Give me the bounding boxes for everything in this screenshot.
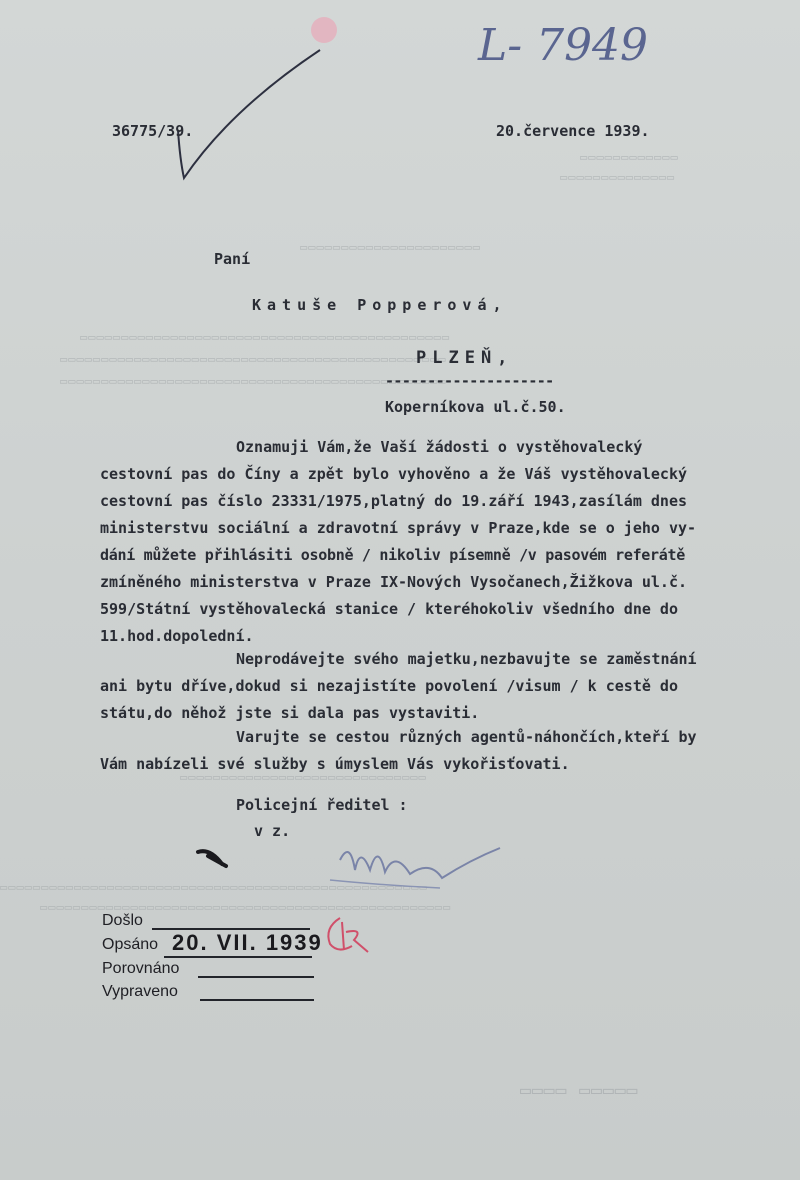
body-line: zmíněného ministerstva v Praze IX-Nových Vysočanech,Žižkova ul.č. (100, 573, 687, 591)
recipient-name: Katuše Popperová, (252, 296, 508, 314)
recipient-street: Koperníkova ul.č.50. (385, 398, 566, 416)
stamp-opsano-label: Opsáno (102, 936, 159, 953)
stamp-opsano-date: 20. VII. 1939 (172, 930, 323, 955)
check-mark-icon (170, 10, 350, 190)
letter-date: 20.července 1939. (496, 122, 650, 140)
show-through-texture: ▭▭▭▭ ▭▭▭▭▭ (520, 1080, 639, 1101)
signature-scribble-icon (180, 830, 520, 910)
show-through-texture: ▭▭▭▭▭▭▭▭▭▭▭▭▭▭ (560, 170, 676, 184)
stamp-vypraveno-label: Vypraveno (102, 983, 178, 1000)
show-through-texture: ▭▭▭▭▭▭▭▭▭▭▭▭▭▭▭▭▭▭▭▭▭▭▭▭▭▭▭▭▭▭▭▭▭▭▭▭▭▭▭▭▭▭▭▭▭ (80, 330, 451, 344)
body-line: Vám nabízeli své služby s úmyslem Vás vykořisťovati. (100, 755, 570, 773)
stamp-opsano-line (164, 956, 312, 958)
signature-title: Policejní ředitel : (236, 796, 408, 814)
archive-number-handwritten: L- 7949 (478, 20, 649, 71)
body-line: 599/Státní vystěhovalecká stanice / kteréhokoliv všedního dne do (100, 600, 678, 618)
reference-number: 36775/39. (112, 122, 194, 140)
body-line: Oznamuji Vám,že Vaší žádosti o vystěhovalecký (236, 438, 643, 456)
show-through-texture: ▭▭▭▭▭▭▭▭▭▭▭▭ (580, 150, 679, 164)
show-through-texture: ▭▭▭▭▭▭▭▭▭▭▭▭▭▭▭▭▭▭▭▭▭▭ (300, 240, 481, 254)
show-through-texture: ▭▭▭▭▭▭▭▭▭▭▭▭▭▭▭▭▭▭▭▭▭▭▭▭▭▭▭▭▭▭▭▭▭▭▭▭▭▭▭▭▭▭▭▭▭▭▭ (60, 352, 447, 366)
stamp-porovnano-label: Porovnáno (102, 960, 180, 977)
salutation: Paní (214, 250, 251, 268)
body-line: 11.hod.dopolední. (100, 627, 254, 645)
body-line: cestovní pas číslo 23331/1975,platný do 19.září 1943,zasílám dnes (100, 492, 687, 510)
stamp-vypraveno-line (200, 999, 314, 1001)
body-line: Neprodávejte svého majetku,nezbavujte se zaměstnání (236, 650, 697, 668)
stamp-doslo-label: Došlo (102, 912, 143, 929)
recipient-city: PLZEŇ, (416, 348, 514, 368)
signature-vz: v z. (254, 822, 291, 840)
stamp-porovnano-line (198, 976, 314, 978)
show-through-texture: ▭▭▭▭▭▭▭▭▭▭▭▭▭▭▭▭▭▭▭▭▭▭▭▭▭▭▭▭▭▭▭▭▭▭▭▭▭▭▭▭▭▭▭▭▭▭▭▭▭▭ (40, 900, 452, 914)
body-line: cestovní pas do Číny a zpět bylo vyhověno a že Váš vystěhovalecký (100, 465, 687, 483)
show-through-texture: ▭▭▭▭▭▭▭▭▭▭▭▭▭▭▭▭▭▭▭▭▭▭▭▭▭▭▭▭▭▭▭▭▭▭▭▭▭▭▭▭▭▭▭▭▭▭▭ (60, 374, 447, 388)
city-underline: -------------------- (385, 372, 554, 390)
show-through-texture: ▭▭▭▭▭▭▭▭▭▭▭▭▭▭▭▭▭▭▭▭▭▭▭▭▭▭▭▭▭▭▭▭▭▭▭▭▭▭▭▭▭▭▭▭▭▭▭▭▭▭▭▭ (0, 880, 428, 894)
red-initials-mark-icon (318, 910, 378, 960)
body-line: dání můžete přihlásiti osobně / nikoliv písemně /v pasovém referátě (100, 546, 685, 564)
body-line: ministerstvu sociální a zdravotní správy v Praze,kde se o jeho vy- (100, 519, 697, 537)
show-through-texture: ▭▭▭▭▭▭▭▭▭▭▭▭▭▭▭▭▭▭▭▭▭▭▭▭▭▭▭▭▭▭ (180, 770, 427, 784)
body-line: Varujte se cestou různých agentů-náhončích,kteří by (236, 728, 697, 746)
body-line: státu,do něhož jste si dala pas vystaviti. (100, 704, 480, 722)
body-line: ani bytu dříve,dokud si nezajistíte povolení /visum / k cestě do (100, 677, 678, 695)
